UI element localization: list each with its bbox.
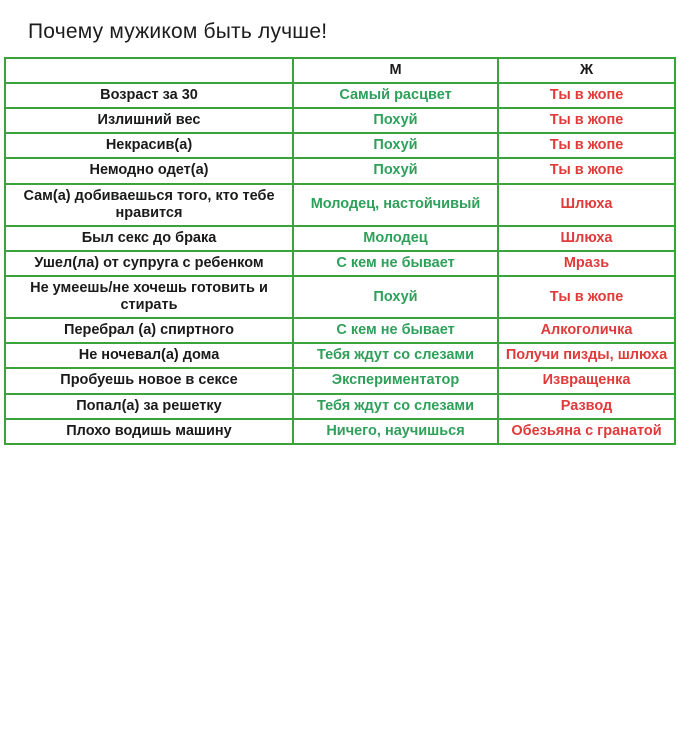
row-female-value: Ты в жопе xyxy=(498,108,675,133)
row-male-value: Самый расцвет xyxy=(293,83,498,108)
row-female-value: Мразь xyxy=(498,251,675,276)
page-title: Почему мужиком быть лучше! xyxy=(28,20,328,43)
row-male-value: Молодец, настойчивый xyxy=(293,184,498,226)
row-female-value: Развод xyxy=(498,394,675,419)
row-male-value: Похуй xyxy=(293,133,498,158)
table-header xyxy=(5,58,675,83)
table-row xyxy=(5,133,675,158)
row-female-value: Ты в жопе xyxy=(498,158,675,183)
row-label: Ушел(ла) от супруга с ребенком xyxy=(5,251,293,276)
table-row xyxy=(5,226,675,251)
row-label: Попал(а) за решетку xyxy=(5,394,293,419)
table-row xyxy=(5,343,675,368)
table-body xyxy=(5,83,675,444)
comparison-table xyxy=(4,57,676,445)
table-row xyxy=(5,158,675,183)
column-header-female: Ж xyxy=(498,58,675,83)
row-label: Возраст за 30 xyxy=(5,83,293,108)
row-male-value: С кем не бывает xyxy=(293,318,498,343)
row-male-value: Ничего, научишься xyxy=(293,419,498,444)
table-header-row xyxy=(5,58,675,83)
row-label: Сам(а) добиваешься того, кто тебе нравится xyxy=(5,184,293,226)
table-row xyxy=(5,184,675,226)
table-row xyxy=(5,318,675,343)
row-female-value: Шлюха xyxy=(498,184,675,226)
row-label: Был секс до брака xyxy=(5,226,293,251)
column-header-male: М xyxy=(293,58,498,83)
row-label: Не умеешь/не хочешь готовить и стирать xyxy=(5,276,293,318)
column-header-situation xyxy=(5,58,293,83)
table-row xyxy=(5,419,675,444)
table-row xyxy=(5,251,675,276)
row-female-value: Обезьяна с гранатой xyxy=(498,419,675,444)
row-label: Плохо водишь машину xyxy=(5,419,293,444)
row-female-value: Извращенка xyxy=(498,368,675,393)
table-row xyxy=(5,276,675,318)
row-male-value: Тебя ждут со слезами xyxy=(293,343,498,368)
row-label: Излишний вес xyxy=(5,108,293,133)
row-label: Пробуешь новое в сексе xyxy=(5,368,293,393)
row-female-value: Шлюха xyxy=(498,226,675,251)
row-male-value: Экспериментатор xyxy=(293,368,498,393)
row-male-value: Тебя ждут со слезами xyxy=(293,394,498,419)
row-male-value: С кем не бывает xyxy=(293,251,498,276)
row-female-value: Получи пизды, шлюха xyxy=(498,343,675,368)
row-male-value: Похуй xyxy=(293,108,498,133)
row-label: Некрасив(а) xyxy=(5,133,293,158)
table-row xyxy=(5,394,675,419)
row-female-value: Ты в жопе xyxy=(498,133,675,158)
row-female-value: Ты в жопе xyxy=(498,276,675,318)
row-label: Немодно одет(а) xyxy=(5,158,293,183)
table-row xyxy=(5,368,675,393)
row-female-value: Алкоголичка xyxy=(498,318,675,343)
table-row xyxy=(5,108,675,133)
row-male-value: Похуй xyxy=(293,276,498,318)
row-male-value: Молодец xyxy=(293,226,498,251)
table-row xyxy=(5,83,675,108)
row-label: Перебрал (а) спиртного xyxy=(5,318,293,343)
row-label: Не ночевал(а) дома xyxy=(5,343,293,368)
row-male-value: Похуй xyxy=(293,158,498,183)
row-female-value: Ты в жопе xyxy=(498,83,675,108)
